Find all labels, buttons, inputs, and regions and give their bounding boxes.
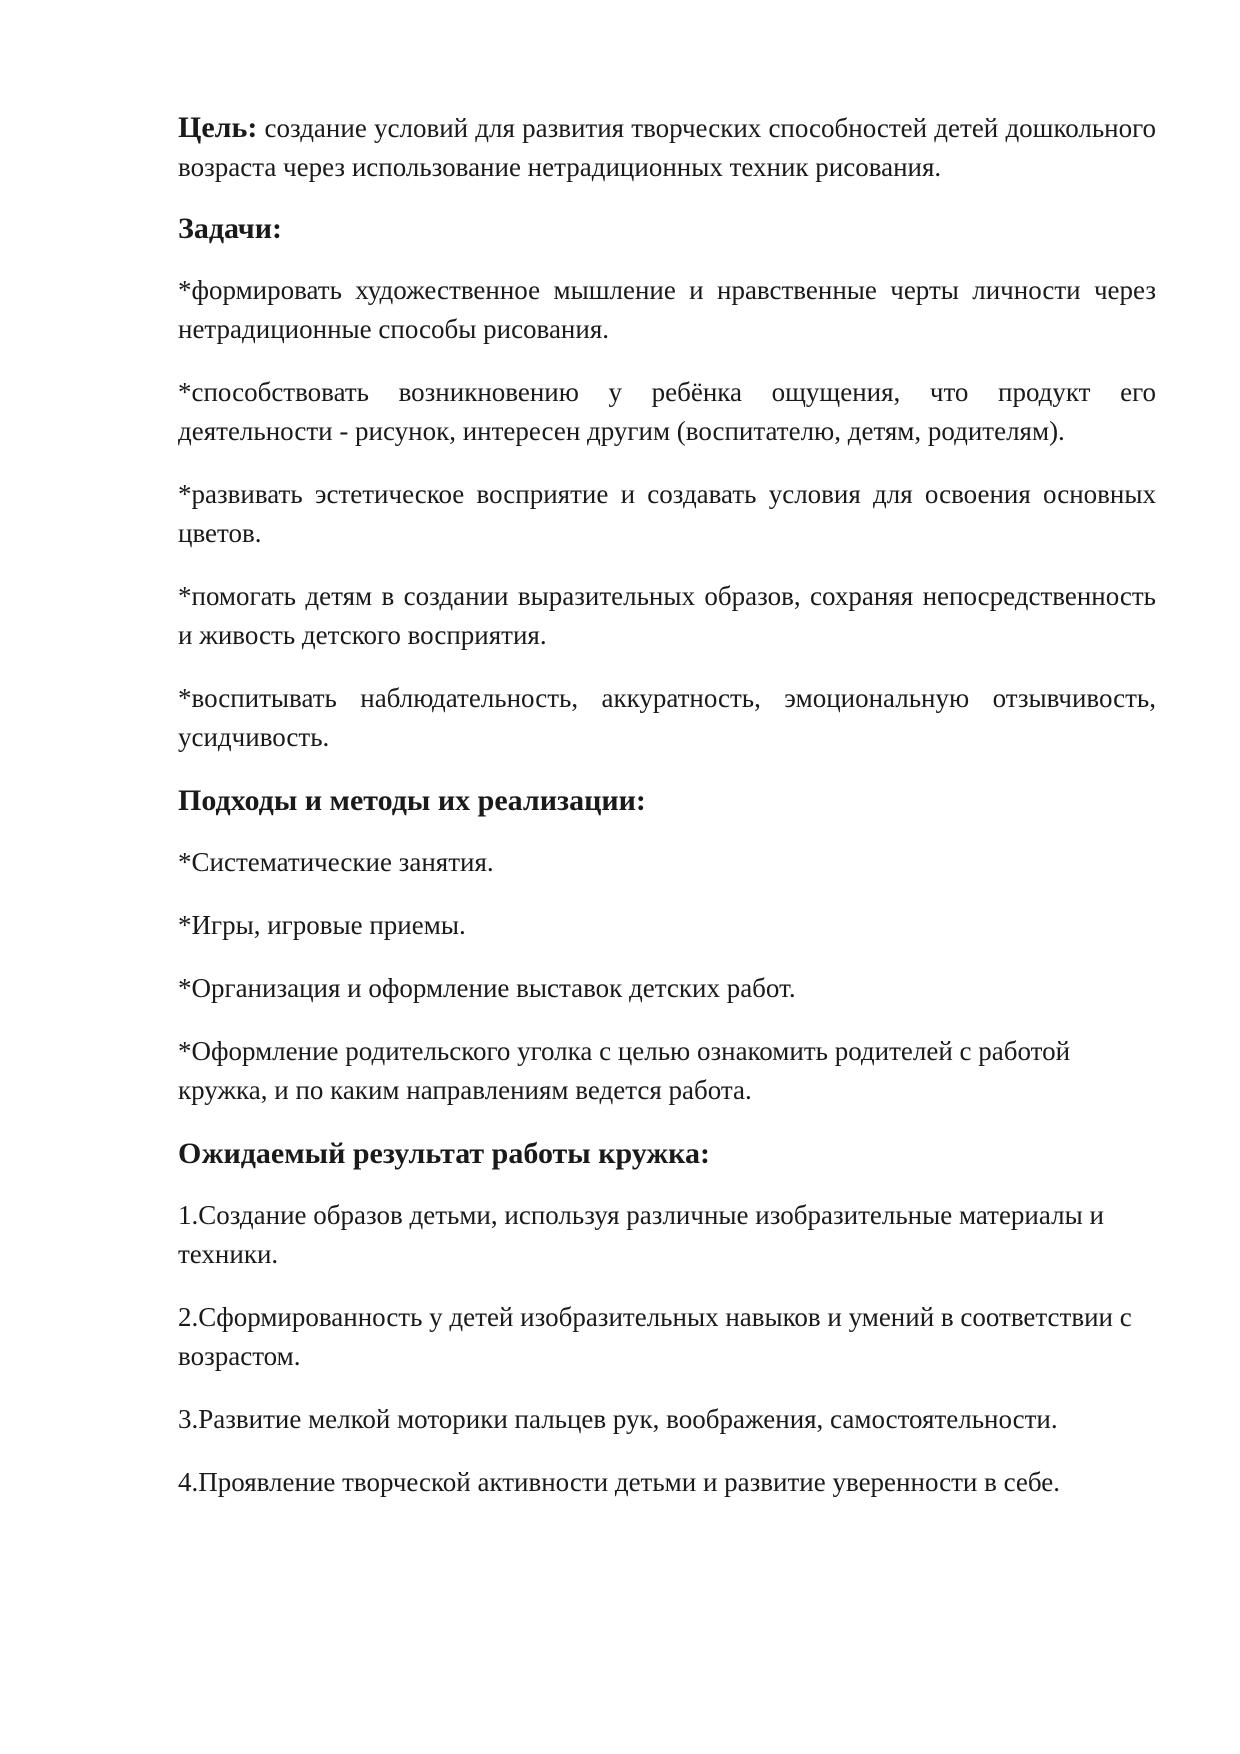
result-item: 2.Сформированность у детей изобразительных навыков и умений в соответствии с возрастом. <box>178 1302 1132 1371</box>
document-page <box>178 108 1156 1526</box>
results-heading: Ожидаемый результат работы кружка: <box>178 1137 710 1170</box>
task-item: *воспитывать наблюдательность, аккуратность, эмоциональную отзывчивость, усидчивость. <box>178 683 1156 752</box>
task-item: *помогать детям в создании выразительных образов, сохраняя непосредственность и живость детского восприятия. <box>178 581 1156 650</box>
method-item: *Систематические занятия. <box>178 847 494 877</box>
method-item: *Оформление родительского уголка с целью ознакомить родителей с работой кружка, и по каким направлениям ведется работа. <box>178 1036 1071 1105</box>
goal-text: создание условий для развития творческих способностей детей дошкольного возраста через использование нетрадиционных техник рисования. <box>178 113 1156 182</box>
method-item: *Игры, игровые приемы. <box>178 910 466 940</box>
tasks-heading: Задачи: <box>178 212 283 245</box>
methods-heading: Подходы и методы их реализации: <box>178 784 646 817</box>
method-item: *Организация и оформление выставок детских работ. <box>178 973 796 1003</box>
result-item: 3.Развитие мелкой моторики пальцев рук, воображения, самостоятельности. <box>178 1404 1058 1434</box>
task-item: *формировать художественное мышление и нравственные черты личности через нетрадиционные способы рисования. <box>178 275 1156 344</box>
task-item: *способствовать возникновению у ребёнка ощущения, что продукт его деятельности - рисунок, интересен другим (воспитателю, детям, родителям). <box>178 377 1156 446</box>
result-item: 4.Проявление творческой активности детьми и развитие уверенности в себе. <box>178 1467 1061 1497</box>
goal-paragraph <box>178 108 1156 187</box>
task-item: *развивать эстетическое восприятие и создавать условия для освоения основных цветов. <box>178 479 1156 548</box>
result-item: 1.Создание образов детьми, используя различные изобразительные материалы и техники. <box>178 1200 1104 1269</box>
goal-label: Цель: <box>178 111 258 144</box>
